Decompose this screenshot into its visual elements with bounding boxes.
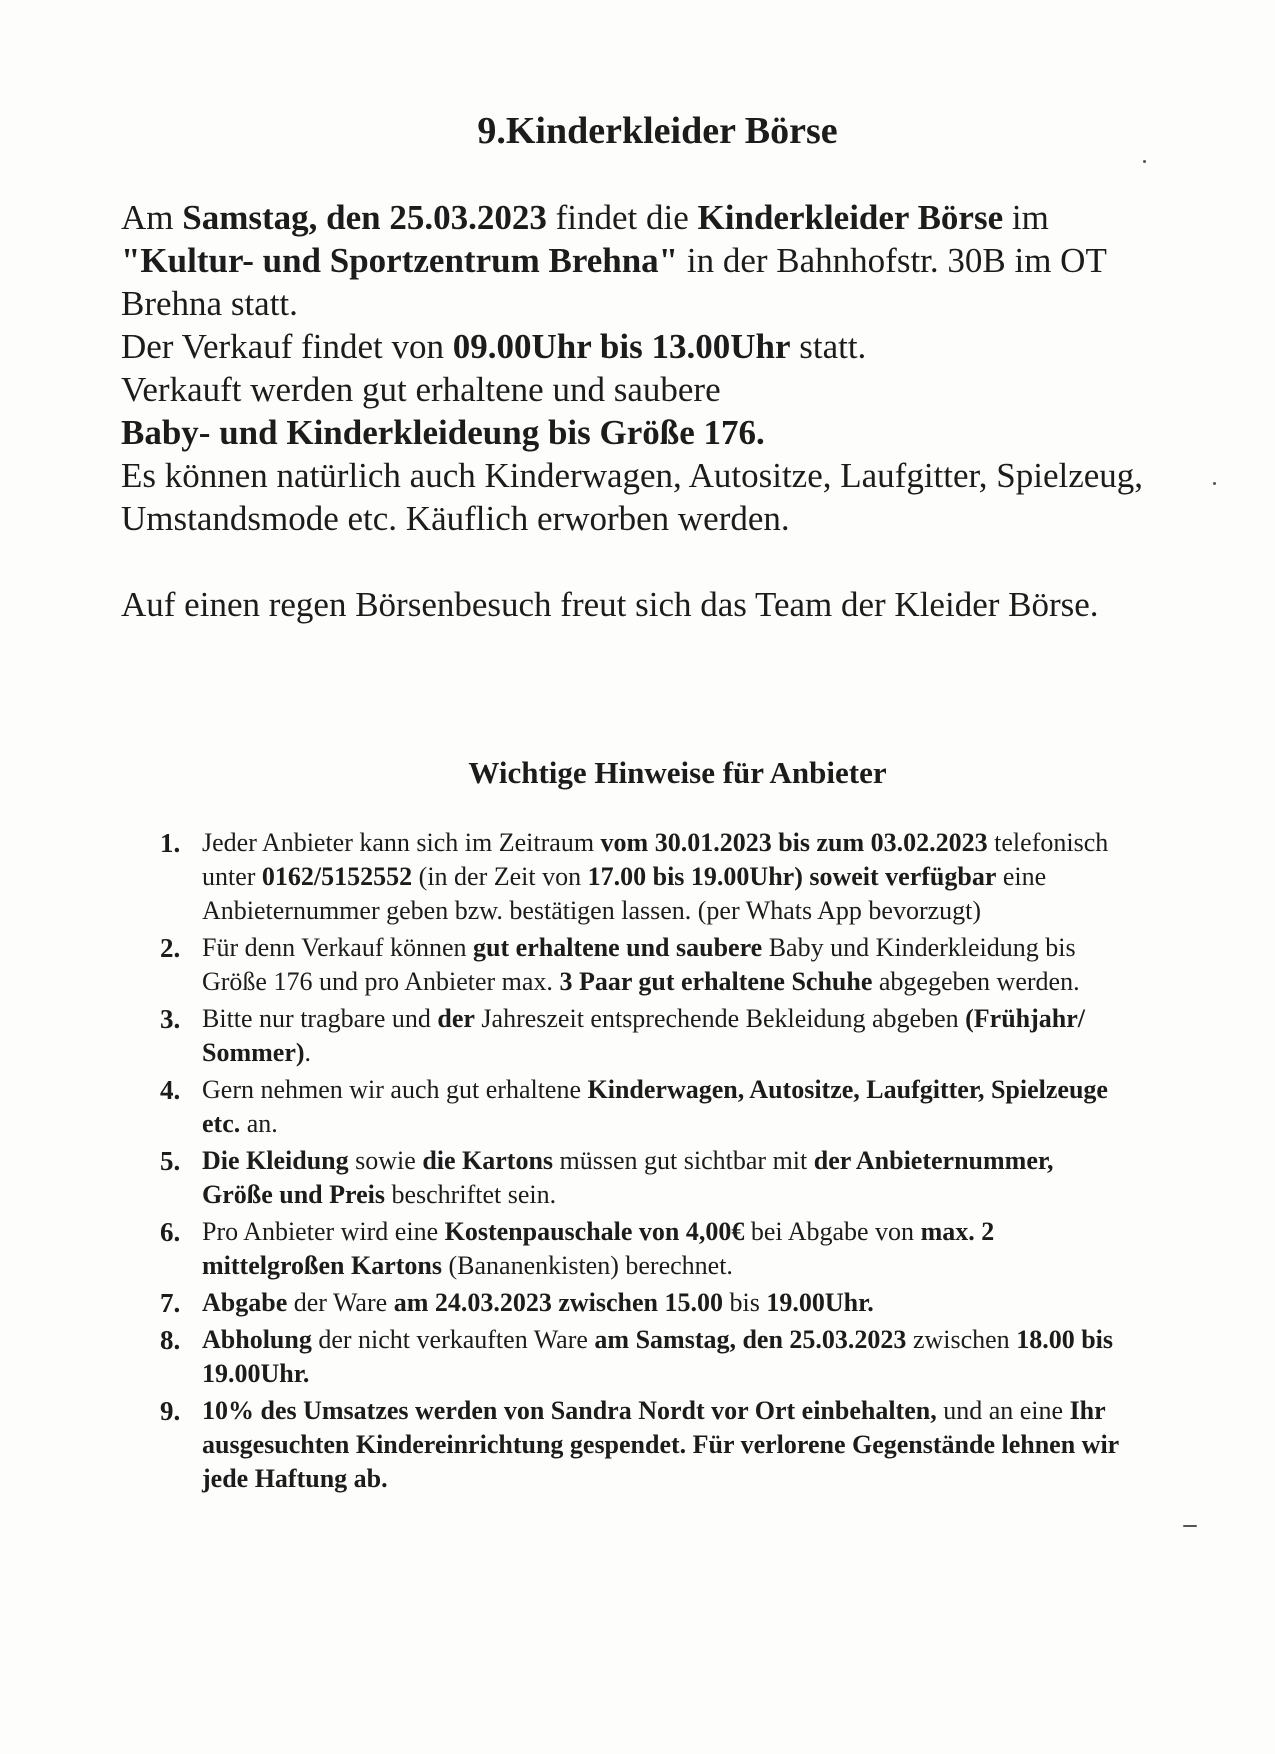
text: Jahreszeit entsprechende Bekleidung abgeben — [474, 1004, 966, 1033]
text: telefonisch unter — [202, 828, 1109, 891]
list-number: 3. — [160, 1004, 181, 1034]
bold-text: 19.00Uhr. — [766, 1288, 874, 1317]
scan-speck — [1143, 160, 1146, 163]
bold-text: 18.00 bis 19.00Uhr. — [202, 1325, 1113, 1388]
bold-text: gut erhaltene und saubere — [473, 933, 763, 962]
list-number: 9. — [160, 1396, 181, 1426]
text: statt. — [790, 327, 867, 366]
closing-paragraph — [121, 583, 1181, 626]
intro-paragraph — [121, 196, 1181, 325]
text: sowie — [348, 1146, 423, 1175]
text: Verkauft werden gut erhaltene und saubere — [121, 370, 721, 409]
text: und an eine — [936, 1396, 1070, 1425]
scan-speck — [1183, 1525, 1197, 1527]
intro-text — [121, 196, 1181, 626]
text: im — [1003, 198, 1049, 237]
text: müssen gut sichtbar mit — [553, 1146, 814, 1175]
list-number: 1. — [160, 828, 181, 858]
bold-text: Kinderkleider Börse — [697, 198, 1004, 237]
page-title: 9.Kinderkleider Börse — [477, 110, 838, 152]
list-item — [160, 1144, 1120, 1212]
bold-text: Abgabe — [202, 1288, 288, 1317]
bold-text: am 24.03.2023 zwischen 15.00 — [393, 1288, 724, 1317]
text: Am — [121, 198, 183, 237]
intro-paragraph — [121, 368, 1181, 411]
text: eine Anbieternummer geben bzw. bestätigen lassen. (per Whats App bevorzugt) — [202, 862, 1047, 925]
bold-text: vom 30.01.2023 bis zum 03.02.2023 — [600, 828, 988, 857]
bold-text: "Kultur- und Sportzentrum Brehna" — [121, 241, 679, 280]
bold-text: die Kartons — [422, 1146, 554, 1175]
scan-speck — [1213, 482, 1216, 485]
text: Bitte nur tragbare und — [202, 1004, 438, 1033]
bold-text: der — [437, 1004, 475, 1033]
bold-text: 10% des Umsatzes werden von Sandra Nordt vor Ort einbehalten, — [202, 1396, 937, 1425]
text: beschriftet sein. — [384, 1180, 557, 1209]
text: Für denn Verkauf können — [202, 933, 474, 962]
list-item — [160, 1073, 1120, 1141]
text: in der Bahnhofstr. 30B im OT Brehna statt. — [121, 241, 1107, 323]
intro-paragraph — [121, 454, 1181, 540]
bold-text: (Frühjahr/ Sommer) — [202, 1004, 1086, 1067]
list-item — [160, 1002, 1120, 1070]
list-item — [160, 826, 1120, 928]
list-number: 5. — [160, 1146, 181, 1176]
text: (Bananenkisten) berechnet. — [442, 1251, 733, 1280]
bold-text: Ihr ausgesuchten Kindereinrichtung gespendet. Für verlorene Gegenstände lehnen wir jede Haftung ab. — [202, 1396, 1119, 1493]
intro-paragraph — [121, 411, 1181, 454]
section-heading: Wichtige Hinweise für Anbieter — [468, 755, 887, 790]
bold-text: 09.00Uhr bis 13.00Uhr — [452, 327, 791, 366]
bold-text: am Samstag, den 25.03.2023 — [594, 1325, 907, 1354]
list-number: 4. — [160, 1075, 181, 1105]
list-item — [160, 1323, 1120, 1391]
text: zwischen — [906, 1325, 1017, 1354]
text: Auf einen regen Börsenbesuch freut sich das Team der Kleider Börse. — [121, 585, 1099, 624]
list-item — [160, 1286, 1120, 1320]
text: findet die — [546, 198, 698, 237]
bold-text: der Anbieternummer, Größe und Preis — [202, 1146, 1054, 1209]
list-number: 8. — [160, 1325, 181, 1355]
bold-text: Kinderwagen, Autositze, Laufgitter, Spielzeuge etc. — [202, 1075, 1108, 1138]
text: bis — [723, 1288, 767, 1317]
list-item — [160, 1215, 1120, 1283]
text: Der Verkauf findet von — [121, 327, 453, 366]
text: der Ware — [287, 1288, 394, 1317]
list-number: 7. — [160, 1288, 181, 1318]
text: abgegeben werden. — [872, 967, 1080, 996]
text: an. — [240, 1109, 278, 1138]
text: Jeder Anbieter kann sich im Zeitraum — [202, 828, 601, 857]
bold-text: Abholung — [202, 1325, 312, 1354]
bold-text: Kostenpauschale von 4,00€ — [444, 1217, 745, 1246]
bold-text: 3 Paar gut erhaltene Schuhe — [559, 967, 873, 996]
text: Pro Anbieter wird eine — [202, 1217, 445, 1246]
list-number: 6. — [160, 1217, 181, 1247]
text: Es können natürlich auch Kinderwagen, Autositze, Laufgitter, Spielzeug, Umstandsmode etc. Käuflich erworben werden. — [121, 456, 1144, 538]
text: . — [304, 1038, 312, 1067]
bold-text: Baby- und Kinderkleideung bis Größe 176. — [121, 413, 765, 452]
text: Gern nehmen wir auch gut erhaltene — [202, 1075, 588, 1104]
notes-list — [160, 826, 1120, 1499]
text: (in der Zeit von — [412, 862, 588, 891]
intro-paragraph — [121, 325, 1181, 368]
bold-text: max. 2 mittelgroßen Kartons — [202, 1217, 995, 1280]
bold-text: Die Kleidung — [202, 1146, 349, 1175]
text: Baby und Kinderkleidung bis Größe 176 und pro Anbieter max. — [202, 933, 1076, 996]
bold-text: 17.00 bis 19.00Uhr) soweit verfügbar — [587, 862, 997, 891]
text: bei Abgabe von — [744, 1217, 921, 1246]
list-item — [160, 931, 1120, 999]
paragraph-gap — [121, 540, 1181, 583]
list-number: 2. — [160, 933, 181, 963]
list-item — [160, 1394, 1120, 1496]
bold-text: 0162/5152552 — [261, 862, 413, 891]
text: der nicht verkauften Ware — [311, 1325, 595, 1354]
bold-text: Samstag, den 25.03.2023 — [182, 198, 547, 237]
